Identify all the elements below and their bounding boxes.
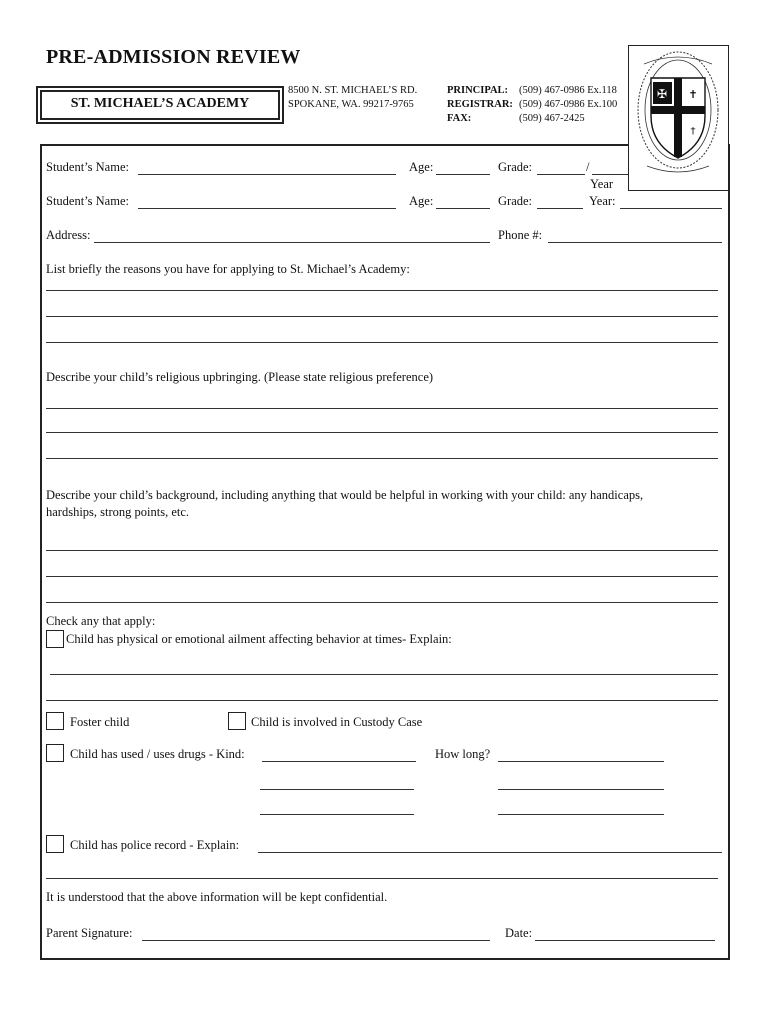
address-label: Address: xyxy=(46,228,91,242)
registrar-label: REGISTRAR: xyxy=(447,99,513,110)
police-label: Child has police record - Explain: xyxy=(70,838,240,852)
background-line-3[interactable] xyxy=(46,602,718,603)
drugs-label: Child has used / uses drugs - Kind: xyxy=(70,747,245,761)
page-title: PRE-ADMISSION REVIEW xyxy=(46,46,301,68)
school-address xyxy=(288,84,417,112)
student2-name-field[interactable] xyxy=(138,208,396,209)
student2-grade-label: Grade: xyxy=(498,194,533,208)
student2-grade-field[interactable] xyxy=(537,208,583,209)
religious-line-2[interactable] xyxy=(46,432,718,433)
police-explain-line-1[interactable] xyxy=(258,852,722,853)
svg-text:✠: ✠ xyxy=(656,87,668,101)
reasons-line-1[interactable] xyxy=(46,290,718,291)
student1-grade-label: Grade: xyxy=(498,160,533,174)
student1-grade-slash: / xyxy=(586,160,590,174)
student1-grade-field[interactable] xyxy=(537,174,585,175)
svg-text:†: † xyxy=(690,126,696,137)
address-line-2: SPOKANE, WA. 99217-9765 xyxy=(288,99,414,110)
student2-year-label: Year: xyxy=(589,194,616,208)
contact-block xyxy=(447,84,617,126)
address-line-1: 8500 N. ST. MICHAEL’S RD. xyxy=(288,85,418,96)
student1-name-field[interactable] xyxy=(138,174,396,175)
reasons-line-2[interactable] xyxy=(46,316,718,317)
date-field[interactable] xyxy=(535,940,715,941)
reasons-question: List briefly the reasons you have for applying to St. Michael’s Academy: xyxy=(46,262,410,276)
custody-checkbox[interactable] xyxy=(228,712,246,730)
signature-label: Parent Signature: xyxy=(46,926,133,940)
background-question-line-2: hardships, strong points, etc. xyxy=(46,505,190,519)
address-field[interactable] xyxy=(94,242,490,243)
check-intro: Check any that apply: xyxy=(46,614,156,628)
phone-field[interactable] xyxy=(548,242,722,243)
ailment-line-2[interactable] xyxy=(46,700,718,701)
fax-label: FAX: xyxy=(447,113,472,124)
foster-checkbox[interactable] xyxy=(46,712,64,730)
student1-year-field[interactable] xyxy=(592,174,628,175)
reasons-line-3[interactable] xyxy=(46,342,718,343)
drugs-kind-line-3[interactable] xyxy=(260,814,414,815)
school-seal-icon xyxy=(628,45,729,191)
school-name: ST. MICHAEL’S ACADEMY xyxy=(70,96,250,111)
ailment-label: Child has physical or emotional ailment affecting behavior at times- Explain: xyxy=(66,632,452,646)
foster-label: Foster child xyxy=(70,715,130,729)
background-question-line-1: Describe your child’s background, including anything that would be helpful in working with your child: any handicaps, xyxy=(46,488,644,502)
principal-phone: (509) 467-0986 Ex.118 xyxy=(519,85,617,96)
religious-line-3[interactable] xyxy=(46,458,718,459)
background-line-2[interactable] xyxy=(46,576,718,577)
confidential-note: It is understood that the above information will be kept confidential. xyxy=(46,890,388,904)
how-long-label: How long? xyxy=(435,747,491,761)
student2-age-field[interactable] xyxy=(436,208,490,209)
police-checkbox[interactable] xyxy=(46,835,64,853)
student2-year-field[interactable] xyxy=(620,208,722,209)
signature-field[interactable] xyxy=(142,940,490,941)
student1-age-field[interactable] xyxy=(436,174,490,175)
ailment-line-1[interactable] xyxy=(50,674,718,675)
student1-year-label: Year xyxy=(590,177,614,191)
drugs-kind-line-1[interactable] xyxy=(262,761,416,762)
svg-text:✝: ✝ xyxy=(688,88,698,101)
date-label: Date: xyxy=(505,926,533,940)
religious-line-1[interactable] xyxy=(46,408,718,409)
phone-label: Phone #: xyxy=(498,228,543,242)
religious-question: Describe your child’s religious upbringing. (Please state religious preference) xyxy=(46,370,434,384)
how-long-line-1[interactable] xyxy=(498,761,664,762)
student1-age-label: Age: xyxy=(409,160,434,174)
form-frame-top xyxy=(40,144,630,146)
ailment-checkbox[interactable] xyxy=(46,630,64,648)
student2-name-label: Student’s Name: xyxy=(46,194,129,208)
fax-number: (509) 467-2425 xyxy=(519,113,585,124)
custody-label: Child is involved in Custody Case xyxy=(251,715,423,729)
drugs-checkbox[interactable] xyxy=(46,744,64,762)
drugs-kind-line-2[interactable] xyxy=(260,789,414,790)
student2-age-label: Age: xyxy=(409,194,434,208)
registrar-phone: (509) 467-0986 Ex.100 xyxy=(519,99,618,110)
principal-label: PRINCIPAL: xyxy=(447,85,509,96)
student1-name-label: Student’s Name: xyxy=(46,160,129,174)
police-explain-line-2[interactable] xyxy=(46,878,718,879)
background-line-1[interactable] xyxy=(46,550,718,551)
how-long-line-2[interactable] xyxy=(498,789,664,790)
how-long-line-3[interactable] xyxy=(498,814,664,815)
